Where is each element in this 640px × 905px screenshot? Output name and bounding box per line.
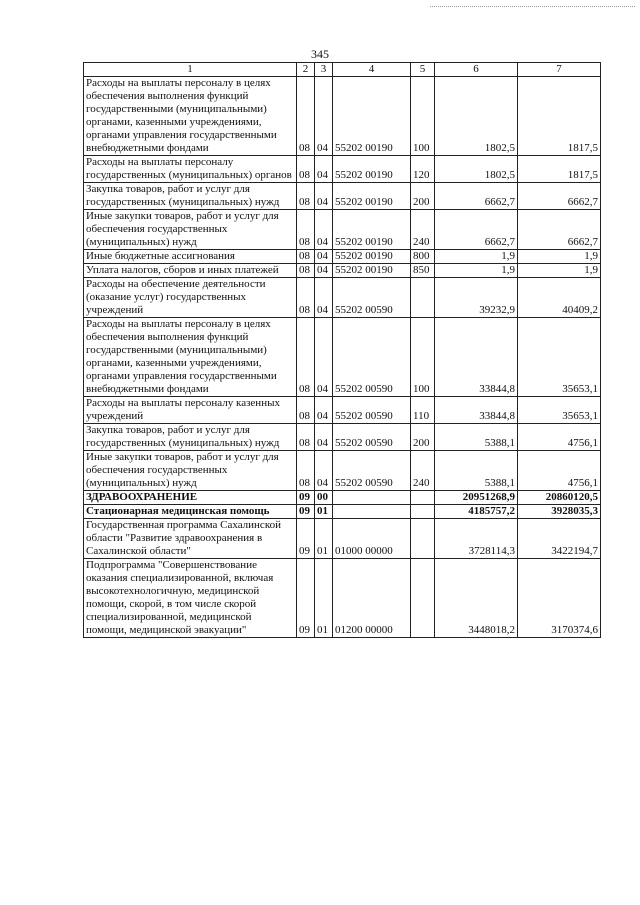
row-name-cell: Иные закупки товаров, работ и услуг для обеспечения государственных (муниципальных) нужд xyxy=(84,451,297,491)
section-code-cell: 08 xyxy=(297,156,315,183)
section-code-cell: 08 xyxy=(297,451,315,491)
expense-type-cell: 240 xyxy=(411,210,435,250)
target-article-cell: 01200 00000 xyxy=(333,559,411,638)
amount-year2-cell: 20860120,5 xyxy=(518,491,601,505)
target-article-cell: 55202 00590 xyxy=(333,424,411,451)
target-article-cell: 55202 00190 xyxy=(333,210,411,250)
header-col-6: 6 xyxy=(435,63,518,77)
section-code-cell: 09 xyxy=(297,519,315,559)
expense-type-cell xyxy=(411,278,435,318)
amount-year2-cell: 35653,1 xyxy=(518,397,601,424)
amount-year1-cell: 33844,8 xyxy=(435,318,518,397)
amount-year2-cell: 3422194,7 xyxy=(518,519,601,559)
expense-type-cell: 800 xyxy=(411,250,435,264)
subsection-code-cell: 04 xyxy=(315,183,333,210)
expense-type-cell: 200 xyxy=(411,424,435,451)
row-name-cell: Подпрограмма "Совершенствование оказания специализированной, включая высокотехнологичную, медицинской помощи, скорой, в том числе скорой специализированной, медицинской помощи, медицинской эвакуации" xyxy=(84,559,297,638)
section-code-cell: 08 xyxy=(297,183,315,210)
amount-year2-cell: 1,9 xyxy=(518,250,601,264)
target-article-cell: 55202 00190 xyxy=(333,250,411,264)
target-article-cell: 01000 00000 xyxy=(333,519,411,559)
table-row xyxy=(84,156,601,183)
table-row xyxy=(84,451,601,491)
amount-year2-cell: 6662,7 xyxy=(518,183,601,210)
amount-year1-cell: 20951268,9 xyxy=(435,491,518,505)
header-col-2: 2 xyxy=(297,63,315,77)
row-name-cell: Иные закупки товаров, работ и услуг для обеспечения государственных (муниципальных) нужд xyxy=(84,210,297,250)
subsection-code-cell: 01 xyxy=(315,559,333,638)
expense-type-cell: 850 xyxy=(411,264,435,278)
table-row xyxy=(84,210,601,250)
subsection-code-cell: 04 xyxy=(315,451,333,491)
section-code-cell: 08 xyxy=(297,210,315,250)
row-name-cell: Уплата налогов, сборов и иных платежей xyxy=(84,264,297,278)
section-code-cell: 09 xyxy=(297,505,315,519)
section-code-cell: 08 xyxy=(297,250,315,264)
expense-type-cell: 200 xyxy=(411,183,435,210)
page-number: 345 xyxy=(311,47,329,61)
table-row xyxy=(84,318,601,397)
row-name-cell: Закупка товаров, работ и услуг для государственных (муниципальных) нужд xyxy=(84,424,297,451)
header-row xyxy=(84,63,601,77)
amount-year1-cell: 1802,5 xyxy=(435,156,518,183)
amount-year1-cell: 5388,1 xyxy=(435,451,518,491)
section-code-cell: 08 xyxy=(297,424,315,451)
target-article-cell: 55202 00190 xyxy=(333,156,411,183)
target-article-cell: 55202 00590 xyxy=(333,278,411,318)
header-col-7: 7 xyxy=(518,63,601,77)
amount-year2-cell: 6662,7 xyxy=(518,210,601,250)
target-article-cell: 55202 00590 xyxy=(333,397,411,424)
section-code-cell: 08 xyxy=(297,397,315,424)
section-code-cell: 08 xyxy=(297,77,315,156)
section-code-cell: 08 xyxy=(297,318,315,397)
expense-type-cell xyxy=(411,559,435,638)
table-row xyxy=(84,250,601,264)
subsection-code-cell: 04 xyxy=(315,397,333,424)
table-row xyxy=(84,278,601,318)
table-row xyxy=(84,77,601,156)
row-name-cell: Закупка товаров, работ и услуг для государственных (муниципальных) нужд xyxy=(84,183,297,210)
table-row xyxy=(84,505,601,519)
target-article-cell: 55202 00590 xyxy=(333,451,411,491)
amount-year2-cell: 40409,2 xyxy=(518,278,601,318)
target-article-cell xyxy=(333,491,411,505)
amount-year2-cell: 3928035,3 xyxy=(518,505,601,519)
subsection-code-cell: 04 xyxy=(315,210,333,250)
table-row xyxy=(84,264,601,278)
target-article-cell: 55202 00190 xyxy=(333,264,411,278)
amount-year2-cell: 4756,1 xyxy=(518,451,601,491)
target-article-cell: 55202 00190 xyxy=(333,183,411,210)
subsection-code-cell: 01 xyxy=(315,519,333,559)
table-row xyxy=(84,491,601,505)
target-article-cell: 55202 00190 xyxy=(333,77,411,156)
table-row xyxy=(84,519,601,559)
amount-year1-cell: 4185757,2 xyxy=(435,505,518,519)
row-name-cell: Расходы на выплаты персоналу в целях обеспечения выполнения функций государственными (муниципальными) органами, казенными учреждениями, органами управления государственными внебюджетными фондами xyxy=(84,318,297,397)
header-col-5: 5 xyxy=(411,63,435,77)
amount-year1-cell: 6662,7 xyxy=(435,210,518,250)
subsection-code-cell: 01 xyxy=(315,505,333,519)
table-row xyxy=(84,559,601,638)
row-name-cell: Расходы на выплаты персоналу казенных учреждений xyxy=(84,397,297,424)
subsection-code-cell: 04 xyxy=(315,250,333,264)
amount-year1-cell: 33844,8 xyxy=(435,397,518,424)
section-code-cell: 09 xyxy=(297,491,315,505)
amount-year1-cell: 1,9 xyxy=(435,264,518,278)
header-col-3: 3 xyxy=(315,63,333,77)
amount-year2-cell: 1817,5 xyxy=(518,156,601,183)
subsection-code-cell: 04 xyxy=(315,424,333,451)
amount-year1-cell: 39232,9 xyxy=(435,278,518,318)
section-code-cell: 08 xyxy=(297,278,315,318)
row-name-cell: Расходы на выплаты персоналу государственных (муниципальных) органов xyxy=(84,156,297,183)
amount-year2-cell: 4756,1 xyxy=(518,424,601,451)
header-col-1: 1 xyxy=(84,63,297,77)
subsection-code-cell: 04 xyxy=(315,264,333,278)
target-article-cell: 55202 00590 xyxy=(333,318,411,397)
row-name-cell: Расходы на обеспечение деятельности (оказание услуг) государственных учреждений xyxy=(84,278,297,318)
amount-year2-cell: 1,9 xyxy=(518,264,601,278)
expense-type-cell: 100 xyxy=(411,318,435,397)
subsection-code-cell: 04 xyxy=(315,77,333,156)
amount-year1-cell: 6662,7 xyxy=(435,183,518,210)
row-name-cell: Иные бюджетные ассигнования xyxy=(84,250,297,264)
expense-type-cell: 100 xyxy=(411,77,435,156)
amount-year1-cell: 5388,1 xyxy=(435,424,518,451)
amount-year2-cell: 35653,1 xyxy=(518,318,601,397)
table-row xyxy=(84,424,601,451)
section-code-cell: 09 xyxy=(297,559,315,638)
section-code-cell: 08 xyxy=(297,264,315,278)
header-col-4: 4 xyxy=(333,63,411,77)
amount-year1-cell: 1802,5 xyxy=(435,77,518,156)
scan-artifact xyxy=(430,6,635,9)
subsection-code-cell: 04 xyxy=(315,156,333,183)
table-body xyxy=(84,77,601,638)
subsection-code-cell: 04 xyxy=(315,278,333,318)
amount-year2-cell: 3170374,6 xyxy=(518,559,601,638)
table-row xyxy=(84,183,601,210)
expense-type-cell: 120 xyxy=(411,156,435,183)
row-name-cell: Расходы на выплаты персоналу в целях обеспечения выполнения функций государственными (муниципальными) органами, казенными учреждениями, органами управления государственными внебюджетными фондами xyxy=(84,77,297,156)
table-row xyxy=(84,397,601,424)
expense-type-cell: 240 xyxy=(411,451,435,491)
amount-year1-cell: 3448018,2 xyxy=(435,559,518,638)
subsection-code-cell: 00 xyxy=(315,491,333,505)
row-name-cell: Государственная программа Сахалинской области "Развитие здравоохранения в Сахалинской области" xyxy=(84,519,297,559)
amount-year1-cell: 3728114,3 xyxy=(435,519,518,559)
target-article-cell xyxy=(333,505,411,519)
expense-type-cell xyxy=(411,519,435,559)
expense-type-cell: 110 xyxy=(411,397,435,424)
expense-type-cell xyxy=(411,505,435,519)
subsection-code-cell: 04 xyxy=(315,318,333,397)
expense-type-cell xyxy=(411,491,435,505)
budget-table xyxy=(83,62,601,638)
row-name-cell: ЗДРАВООХРАНЕНИЕ xyxy=(84,491,297,505)
amount-year1-cell: 1,9 xyxy=(435,250,518,264)
amount-year2-cell: 1817,5 xyxy=(518,77,601,156)
row-name-cell: Стационарная медицинская помощь xyxy=(84,505,297,519)
